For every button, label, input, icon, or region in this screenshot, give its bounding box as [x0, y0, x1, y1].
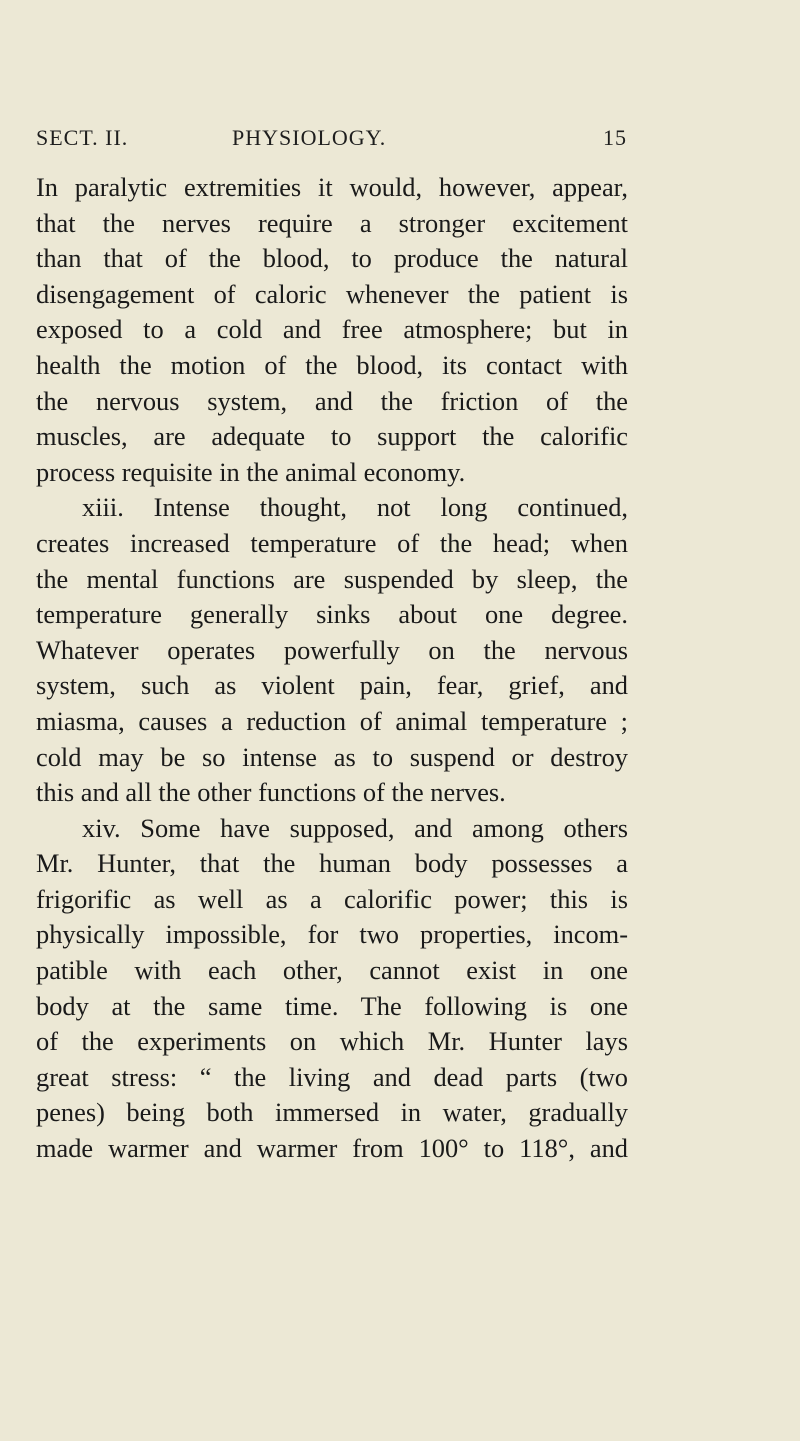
- text-line: process requisite in the animal economy.: [36, 456, 466, 487]
- text-line: than that of the blood, to produce the natural: [36, 243, 628, 274]
- text-line: the nervous system, and the friction of the: [36, 385, 628, 416]
- text-line: muscles, are adequate to support the calorific: [36, 421, 628, 452]
- text-line: great stress: “ the living and dead parts (two: [36, 1061, 628, 1092]
- text-line: made warmer and warmer from 100° to 118°, and: [36, 1133, 628, 1164]
- body-text: [36, 170, 628, 1167]
- text-line: body at the same time. The following is one: [36, 990, 628, 1021]
- text-line: disengagement of caloric whenever the patient is: [36, 278, 628, 309]
- text-line: of the experiments on which Mr. Hunter lays: [36, 1026, 628, 1057]
- running-title: PHYSIOLOGY.: [232, 125, 387, 150]
- text-line: this and all the other functions of the nerves.: [36, 777, 506, 808]
- text-line: temperature generally sinks about one degree.: [36, 599, 628, 630]
- text-line: physically impossible, for two properties, incom-: [36, 919, 628, 950]
- text-line: system, such as violent pain, fear, grief, and: [36, 670, 628, 701]
- section-label: SECT. II.: [36, 125, 129, 150]
- text-line: the mental functions are suspended by sleep, the: [36, 563, 628, 594]
- text-line: xiii. Intense thought, not long continued,: [82, 492, 628, 523]
- text-line: miasma, causes a reduction of animal temperature ;: [36, 705, 628, 736]
- text-line: health the motion of the blood, its contact with: [36, 349, 628, 380]
- running-header: [36, 125, 627, 155]
- text-line: that the nerves require a stronger excitement: [36, 207, 628, 238]
- text-line: penes) being both immersed in water, gradually: [36, 1097, 628, 1128]
- text-line: exposed to a cold and free atmosphere; but in: [36, 314, 628, 345]
- text-line: patible with each other, cannot exist in one: [36, 955, 628, 986]
- text-line: Whatever operates powerfully on the nervous: [36, 634, 628, 665]
- text-line: In paralytic extremities it would, however, appear,: [36, 172, 628, 202]
- text-line: creates increased temperature of the head; when: [36, 527, 628, 558]
- text-line: frigorific as well as a calorific power; this is: [36, 883, 628, 914]
- page-number: 15: [603, 125, 627, 150]
- text-line: cold may be so intense as to suspend or destroy: [36, 741, 628, 772]
- text-line: xiv. Some have supposed, and among others: [82, 812, 628, 843]
- text-line: Mr. Hunter, that the human body possesses a: [36, 848, 628, 879]
